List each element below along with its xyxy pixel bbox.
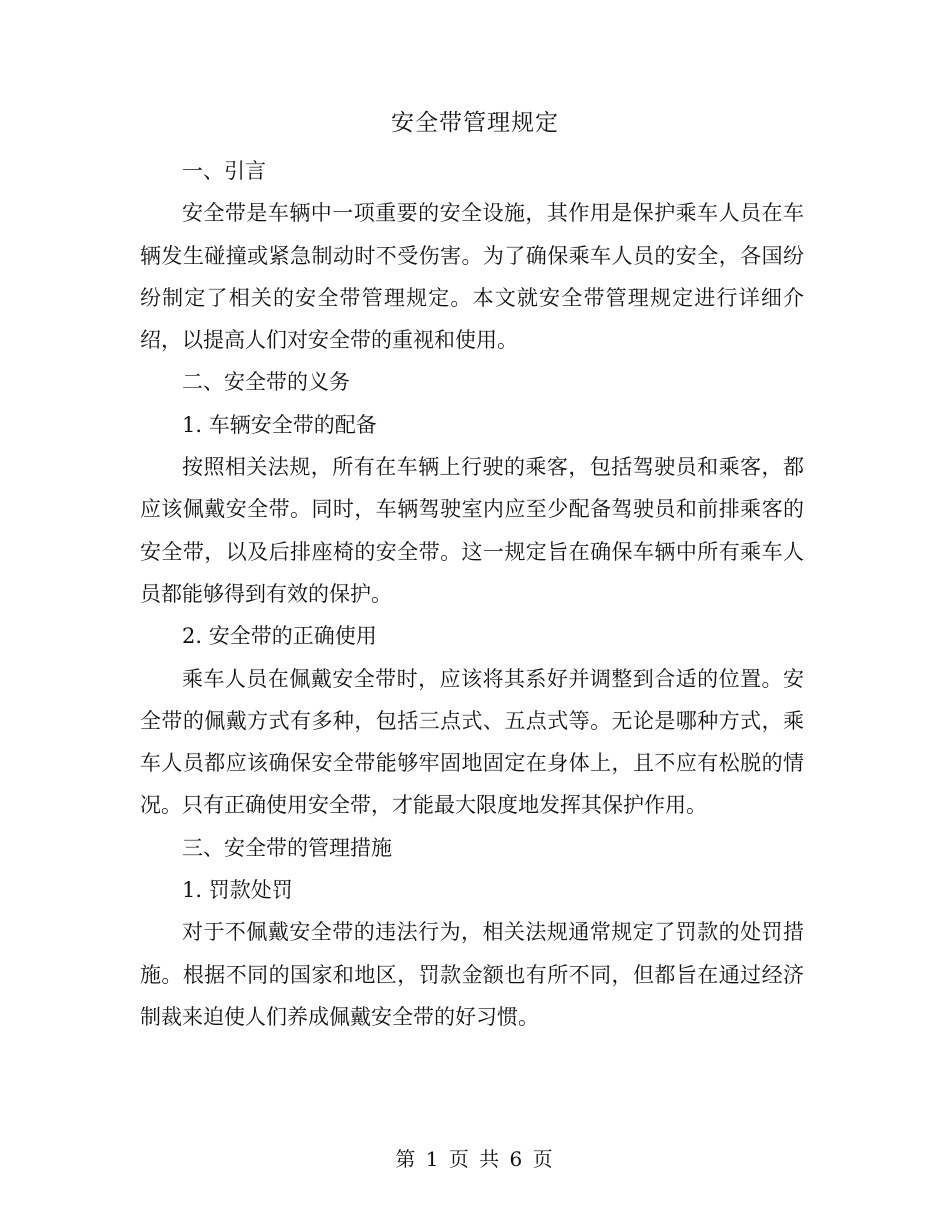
paragraph-equipment: 按照相关法规，所有在车辆上行驶的乘客，包括驾驶员和乘客，都应该佩戴安全带。同时，车辆驾驶室内应至少配备驾驶员和前排乘客的安全带，以及后排座椅的安全带。这一规定旨在确保车辆中所有乘车人员都能够得到有效的保护。 — [140, 455, 804, 606]
section-heading-obligations: 二、安全带的义务 — [182, 370, 350, 395]
section-heading-management-measures: 三、安全带的管理措施 — [182, 835, 392, 860]
subheading-fines: 1. 罚款处罚 — [182, 878, 293, 903]
subheading-equipment: 1. 车辆安全带的配备 — [182, 412, 377, 437]
document-body — [140, 150, 804, 1038]
page-number-footer: 第 1 页 共 6 页 — [395, 1147, 555, 1171]
paragraph-fines: 对于不佩戴安全带的违法行为，相关法规通常规定了罚款的处罚措施。根据不同的国家和地区，罚款金额也有所不同，但都旨在通过经济制裁来迫使人们养成佩戴安全带的好习惯。 — [140, 920, 804, 1029]
document-title: 安全带管理规定 — [391, 110, 559, 136]
paragraph-correct-use: 乘车人员在佩戴安全带时，应该将其系好并调整到合适的位置。安全带的佩戴方式有多种，包括三点式、五点式等。无论是哪种方式，乘车人员都应该确保安全带能够牢固地固定在身体上，且不应有松脱的情况。只有正确使用安全带，才能最大限度地发挥其保护作用。 — [140, 666, 804, 818]
subheading-correct-use: 2. 安全带的正确使用 — [182, 624, 377, 649]
section-heading-introduction: 一、引言 — [182, 159, 266, 183]
paragraph-introduction: 安全带是车辆中一项重要的安全设施，其作用是保护乘车人员在车辆发生碰撞或紧急制动时不受伤害。为了确保乘车人员的安全，各国纷纷制定了相关的安全带管理规定。本文就安全带管理规定进行详细介绍，以提高人们对安全带的重视和使用。 — [140, 201, 804, 353]
